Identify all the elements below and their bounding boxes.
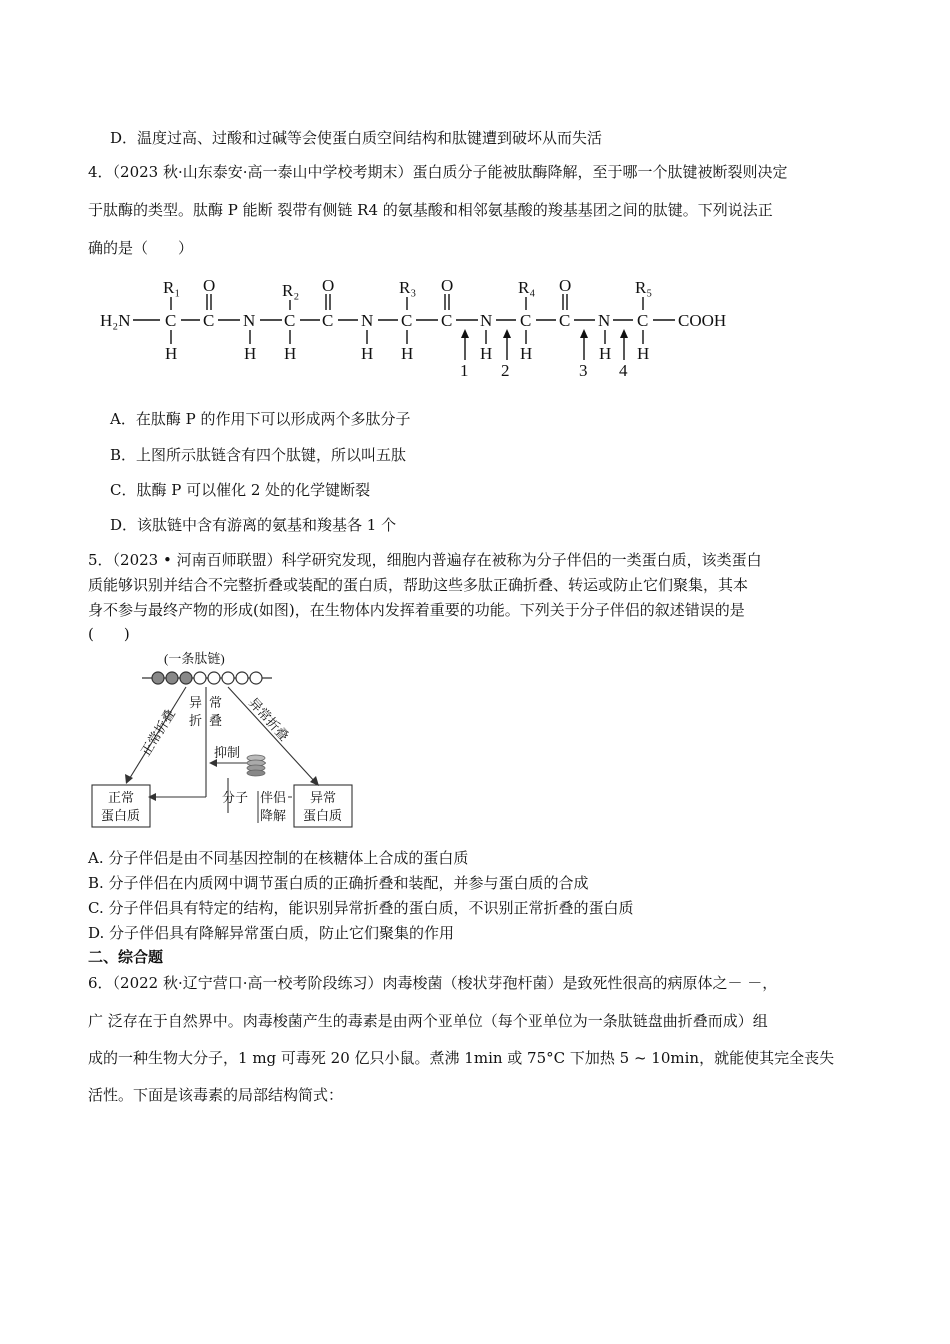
normal-protein-line1: 正常 bbox=[108, 790, 135, 805]
amide-nitrogen-1: N bbox=[243, 311, 256, 330]
hydrogen-n2: H bbox=[361, 344, 374, 363]
hydrogen-n3: H bbox=[480, 344, 493, 363]
peptide-structure-formula bbox=[90, 272, 770, 382]
r-group-1: R₁ bbox=[163, 278, 181, 297]
q4-stem-line3: 确的是（ ） bbox=[88, 239, 194, 257]
amide-nitrogen-3: N bbox=[480, 311, 493, 330]
q6-stem-line3: 成的一种生物大分子，1 mg 可毒死 20 亿只小鼠。煮沸 1min 或 75°C 下加热 5 ~ 10min，就能使其完全丧失 bbox=[88, 1049, 835, 1067]
inhibit-label: 抑制 bbox=[214, 745, 241, 760]
hydrogen-c1: H bbox=[165, 344, 178, 363]
carbonyl-carbon-3: C bbox=[441, 311, 453, 330]
normal-folding-label: 正常折叠 bbox=[137, 706, 179, 759]
degrade-label: 降解 bbox=[260, 808, 287, 823]
q5-stem-line3: 身不参与最终产物的形成(如图)，在生物体内发挥着重要的功能。下列关于分子伴侣的叙述错误的是 bbox=[88, 601, 745, 619]
hydrogen-c2: H bbox=[284, 344, 297, 363]
q6-stem-line1: 6．（2022 秋·辽宁营口·高一校考阶段练习）肉毒梭菌（梭状芽孢杆菌）是致死性很高的病原体之－ －， bbox=[88, 974, 778, 992]
peptide-chain-label: (一条肽链) bbox=[164, 651, 225, 666]
q4-stem-line2: 于肽酶的类型。肽酶 P 能断 裂带有侧链 R4 的氨基酸和相邻氨基酸的羧基基团之间的肽键。下列说法正 bbox=[88, 201, 773, 219]
abnormal-fold-char-1: 异 bbox=[189, 695, 203, 710]
normal-protein-line2: 蛋白质 bbox=[101, 808, 141, 823]
molecule-label: 分子 bbox=[222, 790, 249, 805]
cleavage-site-label-4: 4 bbox=[619, 361, 628, 380]
n-terminus-label: H₂N bbox=[100, 311, 131, 330]
alpha-carbon-3: C bbox=[401, 311, 413, 330]
chaperone-icon bbox=[247, 755, 265, 776]
section-heading: 二、综合题 bbox=[88, 948, 164, 966]
r-group-2: R₂ bbox=[282, 281, 300, 300]
hydrogen-c4: H bbox=[520, 344, 533, 363]
q6-stem-line2: 广 泛存在于自然界中。肉毒梭菌产生的毒素是由两个亚单位（每个亚单位为一条肽链盘曲折叠而成）组 bbox=[88, 1012, 768, 1030]
cleavage-site-label-1: 1 bbox=[460, 361, 469, 380]
q5-stem-line2: 质能够识别并结合不完整折叠或装配的蛋白质，帮助这些多肽正确折叠、转运或防止它们聚集，其本 bbox=[88, 576, 749, 594]
hydrogen-n1: H bbox=[244, 344, 257, 363]
c-terminus-label: COOH bbox=[678, 311, 727, 330]
amide-nitrogen-2: N bbox=[361, 311, 374, 330]
oxygen-2: O bbox=[322, 276, 335, 295]
abnormal-fold-char-2: 常 bbox=[209, 695, 223, 710]
q5-option-d: D. 分子伴侣具有降解异常蛋白质，防止它们聚集的作用 bbox=[88, 924, 455, 942]
cleavage-site-label-3: 3 bbox=[579, 361, 588, 380]
hydrogen-c3: H bbox=[401, 344, 414, 363]
q5-option-b: B. 分子伴侣在内质网中调节蛋白质的正确折叠和装配，并参与蛋白质的合成 bbox=[88, 874, 589, 892]
q4-stem-line1: 4．（2023 秋·山东泰安·高一泰山中学校考期末）蛋白质分子能被肽酶降解，至于哪一个肽键被断裂则决定 bbox=[88, 163, 788, 181]
q5-stem-line1: 5．（2023 • 河南百师联盟）科学研究发现，细胞内普遍存在被称为分子伴侣的一类蛋白质，该类蛋白 bbox=[88, 551, 762, 569]
r-group-3: R₃ bbox=[399, 278, 417, 297]
abnormal-protein-line1: 异常 bbox=[310, 790, 337, 805]
chaperone-label: 伴侣 bbox=[260, 790, 287, 805]
q3-option-d: D．温度过高、过酸和过碱等会使蛋白质空间结构和肽键遭到破坏从而失活 bbox=[110, 129, 603, 147]
oxygen-3: O bbox=[441, 276, 454, 295]
abnormal-fold-char-4: 叠 bbox=[209, 713, 223, 728]
abnormal-protein-line2: 蛋白质 bbox=[303, 808, 343, 823]
q4-option-b: B．上图所示肽链含有四个肽键，所以叫五肽 bbox=[110, 446, 407, 464]
q5-option-c: C. 分子伴侣具有特定的结构，能识别异常折叠的蛋白质，不识别正常折叠的蛋白质 bbox=[88, 899, 634, 917]
molecular-chaperone-diagram bbox=[88, 645, 358, 830]
amide-nitrogen-4: N bbox=[598, 311, 611, 330]
alpha-carbon-1: C bbox=[165, 311, 177, 330]
alpha-carbon-2: C bbox=[284, 311, 296, 330]
q4-option-a: A．在肽酶 P 的作用下可以形成两个多肽分子 bbox=[110, 410, 411, 428]
hydrogen-c5: H bbox=[637, 344, 650, 363]
r-group-5: R₅ bbox=[635, 278, 653, 297]
q5-option-a: A. 分子伴侣是由不同基因控制的在核糖体上合成的蛋白质 bbox=[88, 849, 469, 867]
oxygen-4: O bbox=[559, 276, 572, 295]
cleavage-site-label-2: 2 bbox=[501, 361, 510, 380]
abnormal-fold-char-3: 折 bbox=[189, 713, 203, 728]
carbonyl-carbon-4: C bbox=[559, 311, 571, 330]
q6-stem-line4: 活性。下面是该毒素的局部结构简式： bbox=[88, 1086, 344, 1104]
r-group-4: R₄ bbox=[518, 278, 536, 297]
q4-option-c: C．肽酶 P 可以催化 2 处的化学键断裂 bbox=[110, 481, 371, 499]
q4-option-d: D．该肽链中含有游离的氨基和羧基各 1 个 bbox=[110, 516, 397, 534]
q5-stem-line4: ( ) bbox=[88, 625, 130, 643]
oxygen-1: O bbox=[203, 276, 216, 295]
hydrogen-n4: H bbox=[599, 344, 612, 363]
carbonyl-carbon-2: C bbox=[322, 311, 334, 330]
alpha-carbon-4: C bbox=[520, 311, 532, 330]
abnormal-folding-label: 异常折叠 bbox=[245, 694, 292, 744]
alpha-carbon-5: C bbox=[637, 311, 649, 330]
carbonyl-carbon-1: C bbox=[203, 311, 215, 330]
